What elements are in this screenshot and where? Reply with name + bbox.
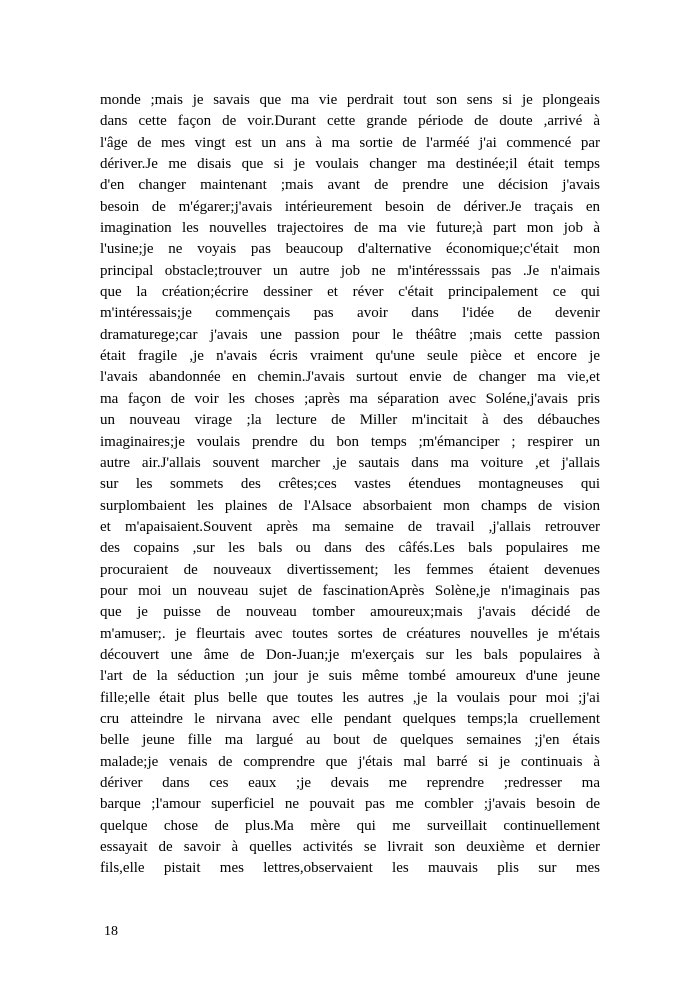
text-line: pour moi un nouveau sujet de fascinationAprès Solène,je n'imaginais pas bbox=[100, 582, 600, 599]
text-line: découvert une âme de Don-Juan;je m'exerçais sur les bals populaires à bbox=[100, 646, 600, 663]
text-line: principal obstacle;trouver un autre job ne m'intéresssais pas .Je n'aimais bbox=[100, 262, 600, 279]
text-line: l'usine;je ne voyais pas beaucoup d'alternative économique;c'était mon bbox=[100, 241, 600, 258]
text-line: besoin de m'égarer;j'avais intérieurement besoin de dériver.Je traçais en bbox=[100, 198, 600, 215]
text-line: dans cette façon de voir.Durant cette grande période de doute ,arrivé à bbox=[100, 113, 600, 130]
text-line: d'en changer maintenant ;mais avant de prendre une décision j'avais bbox=[100, 177, 600, 194]
text-line: monde ;mais je savais que ma vie perdrait tout son sens si je plongeais bbox=[100, 92, 600, 108]
text-line: belle jeune fille ma largué au bout de quelques semaines ;j'en étais bbox=[100, 732, 600, 749]
text-line: l'art de la séduction ;un jour je suis même tombé amoureux d'une jeune bbox=[100, 668, 600, 685]
text-line: des copains ,sur les bals ou dans des câfés.Les bals populaires me bbox=[100, 540, 600, 557]
text-line: barque ;l'amour superficiel ne pouvait pas me combler ;j'avais besoin de bbox=[100, 796, 600, 813]
text-line: et m'apaisaient.Souvent après ma semaine de travail ,j'allais retrouver bbox=[100, 518, 600, 535]
text-line: imagination les nouvelles trajectoires de ma vie future;à part mon job à bbox=[100, 220, 600, 237]
text-line: dramaturege;car j'avais une passion pour le théâtre ;mais cette passion bbox=[100, 326, 600, 343]
text-line: autre air.J'allais souvent marcher ,je sautais dans ma voiture ,et j'allais bbox=[100, 454, 600, 471]
text-line: que la création;écrire dessiner et réver c'était principalement ce qui bbox=[100, 284, 600, 301]
text-line: un nouveau virage ;la lecture de Miller m'incitait à des débauches bbox=[100, 412, 600, 429]
text-line: sur les sommets des crêtes;ces vastes étendues montagneuses qui bbox=[100, 476, 600, 493]
text-line: l'avais abandonnée en chemin.J'avais surtout envie de changer ma vie,et bbox=[100, 369, 600, 386]
text-line: fille;elle était plus belle que toutes les autres ,je la voulais pour moi ;j'ai bbox=[100, 689, 600, 706]
text-line: m'amuser;. je fleurtais avec toutes sortes de créatures nouvelles je m'étais bbox=[100, 625, 600, 642]
text-line: était fragile ,je n'avais écris vraiment qu'une seule pièce et encore je bbox=[100, 348, 600, 365]
text-line: quelque chose de plus.Ma mère qui me surveillait continuellement bbox=[100, 817, 600, 834]
text-line: imaginaires;je voulais prendre du bon temps ;m'émanciper ; respirer un bbox=[100, 433, 600, 450]
text-line: ma façon de voir les choses ;après ma séparation avec Soléne,j'avais pris bbox=[100, 390, 600, 407]
text-line: malade;je venais de comprendre que j'étais mal barré si je continuais à bbox=[100, 753, 600, 770]
text-line: que je puisse de nouveau tomber amoureux;mais j'avais décidé de bbox=[100, 604, 600, 621]
text-line: l'âge de mes vingt est un ans à ma sortie de l'arméé j'ai commencé par bbox=[100, 134, 600, 151]
text-line: cru atteindre le nirvana avec elle pendant quelques temps;la cruellement bbox=[100, 710, 600, 727]
text-line: essayait de savoir à quelles activités se livrait son deuxième et dernier bbox=[100, 839, 600, 856]
text-line: m'intéressais;je commençais pas avoir dans l'idée de devenir bbox=[100, 305, 600, 322]
page-number: 18 bbox=[104, 924, 118, 939]
text-line: dériver.Je me disais que si je voulais changer ma destinée;il était temps bbox=[100, 156, 600, 173]
text-line: fils,elle pistait mes lettres,observaient les mauvais plis sur mes bbox=[100, 860, 600, 877]
text-line: dériver dans ces eaux ;je devais me reprendre ;redresser ma bbox=[100, 775, 600, 791]
text-line: procuraient de nouveaux divertissement; les femmes étaient devenues bbox=[100, 561, 600, 578]
text-line: surplombaient les plaines de l'Alsace absorbaient mon champs de vision bbox=[100, 497, 600, 514]
page-text bbox=[100, 90, 600, 880]
